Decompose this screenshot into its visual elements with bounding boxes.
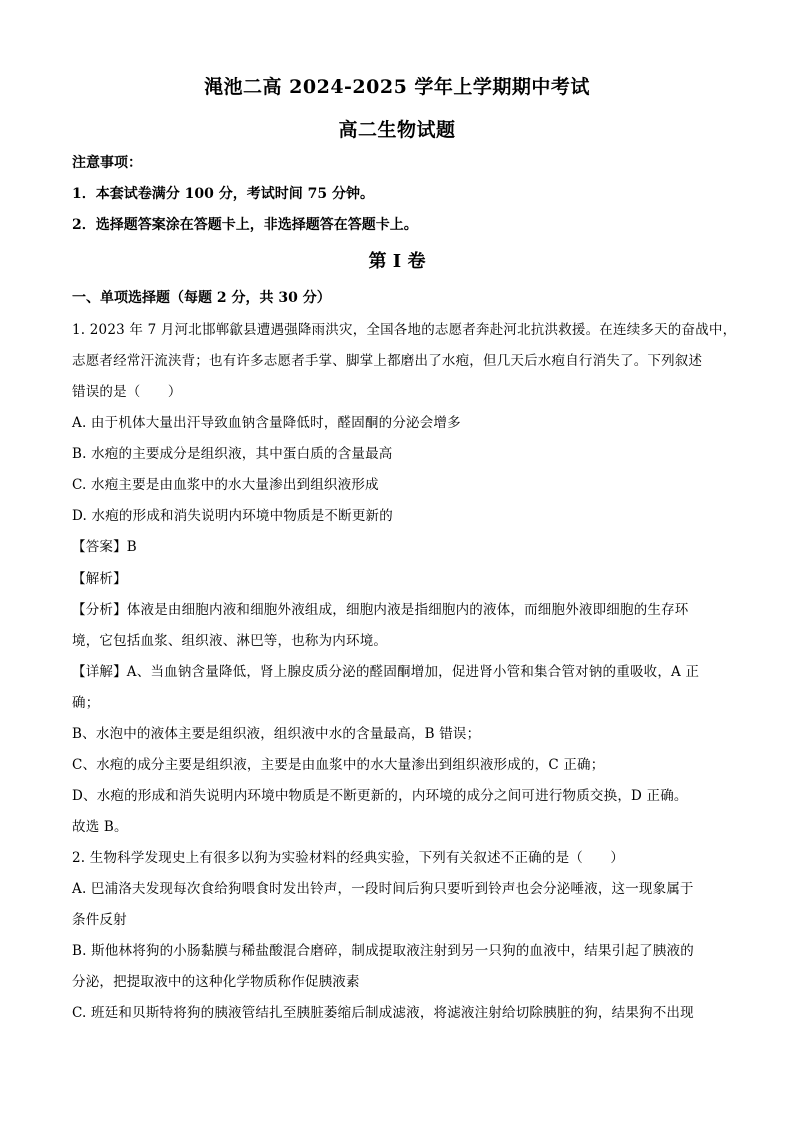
question-1-analysis-line-2: 境，它包括血浆、组织液、淋巴等，也称为内环境。 <box>72 633 388 649</box>
exam-subtitle: 高二生物试题 <box>338 119 456 141</box>
question-1-stem-line-2: 志愿者经常汗流浃背；也有许多志愿者手掌、脚掌上都磨出了水疱，但几天后水疱自行消失了。下列叙述 <box>72 353 703 369</box>
question-2-option-b-line-1: B. 斯他林将狗的小肠黏膜与稀盐酸混合磨碎，制成提取液注射到另一只狗的血液中，结果引起了胰液的 <box>72 943 694 959</box>
question-1-option-c: C. 水疱主要是由血浆中的水大量渗出到组织液形成 <box>72 477 379 493</box>
question-1-analysis-line-8: 故选 B。 <box>72 819 128 835</box>
question-1-analysis-line-6: C、水疱的成分主要是组织液，主要是由血浆中的水大量渗出到组织液形成的，C 正确； <box>72 757 605 773</box>
question-2-option-b-line-2: 分泌，把提取液中的这种化学物质称作促胰液素 <box>72 974 360 990</box>
exam-title: 渑池二高 2024-2025 学年上学期期中考试 <box>204 76 590 98</box>
question-2-option-c-line-1: C. 班廷和贝斯特将狗的胰液管结扎至胰脏萎缩后制成滤液，将滤液注射给切除胰脏的狗，结果狗不出现 <box>72 1005 694 1021</box>
question-1-analysis-line-4: 确； <box>72 695 100 711</box>
question-1-analysis-line-3: 【详解】A、当血钠含量降低，肾上腺皮质分泌的醛固酮增加，促进肾小管和集合管对钠的重吸收，A 正 <box>72 664 700 680</box>
question-1-option-d: D. 水疱的形成和消失说明内环境中物质是不断更新的 <box>72 508 393 524</box>
question-1-analysis-label: 【解析】 <box>72 571 127 587</box>
section-heading: 一、单项选择题（每题 2 分，共 30 分） <box>72 290 331 306</box>
question-1-analysis-line-1: 【分析】体液是由细胞内液和细胞外液组成，细胞内液是指细胞内的液体，而细胞外液即细胞的生存环 <box>72 602 689 618</box>
question-1-analysis-line-5: B、水泡中的液体主要是组织液，组织液中水的含量最高，B 错误； <box>72 726 481 742</box>
question-1-option-a: A. 由于机体大量出汗导致血钠含量降低时，醛固酮的分泌会增多 <box>72 415 461 431</box>
volume-title: 第 I 卷 <box>368 251 426 272</box>
notice-item-1: 1．本套试卷满分 100 分，考试时间 75 分钟。 <box>72 186 374 202</box>
question-2-option-a-line-1: A. 巴浦洛夫发现每次食给狗喂食时发出铃声，一段时间后狗只要听到铃声也会分泌唾液，这一现象属于 <box>72 881 694 897</box>
question-2-stem: 2. 生物科学发现史上有很多以狗为实验材料的经典实验，下列有关叙述不正确的是（ ） <box>72 850 625 866</box>
question-2-option-a-line-2: 条件反射 <box>72 912 127 928</box>
question-1-option-b: B. 水疱的主要成分是组织液，其中蛋白质的含量最高 <box>72 446 393 462</box>
question-1-stem-line-1: 1. 2023 年 7 月河北邯郸歙县遭遇强降雨洪灾，全国各地的志愿者奔赴河北抗洪救援。在连续多天的奋战中， <box>72 322 737 338</box>
question-1-analysis-line-7: D、水疱的形成和消失说明内环境中物质是不断更新的，内环境的成分之间可进行物质交换，D 正确。 <box>72 788 688 804</box>
notice-item-2: 2．选择题答案涂在答题卡上，非选择题答在答题卡上。 <box>72 217 418 233</box>
question-1-answer: 【答案】B <box>72 539 137 555</box>
question-1-stem-line-3: 错误的是（ ） <box>72 384 182 400</box>
notice-heading: 注意事项： <box>72 155 142 171</box>
